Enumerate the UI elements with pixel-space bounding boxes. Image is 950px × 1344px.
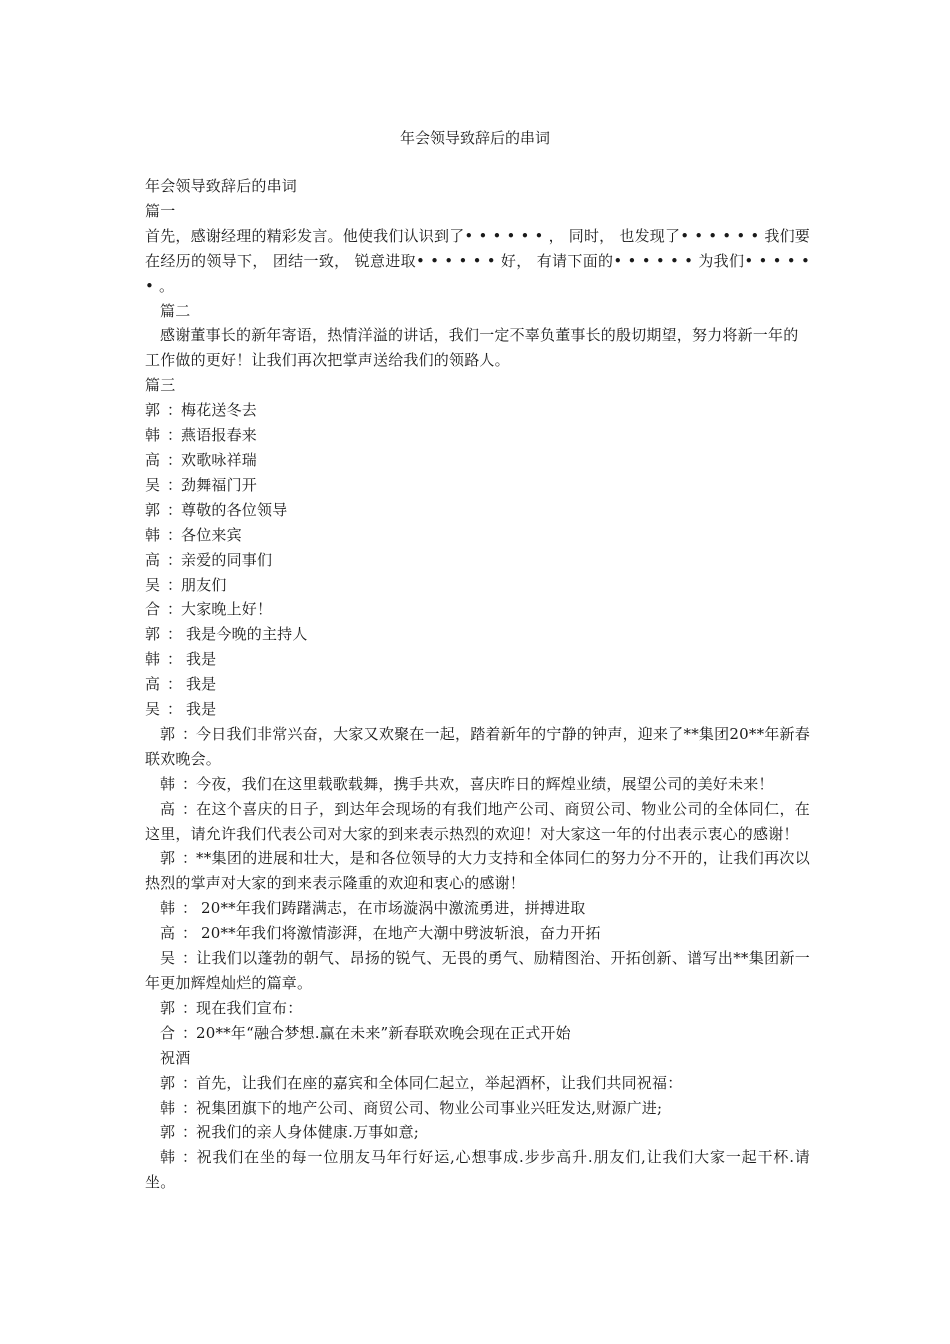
speaker-name: 郭 [160,849,176,868]
document-title: 年会领导致辞后的串词 [399,129,550,147]
part2-label: 篇二 [160,301,191,320]
dialog-text: 梅花送冬去 [181,401,258,420]
speaker-name: 吴 [145,700,161,719]
dialog-line [145,647,810,672]
speaker-separator: ： [167,600,183,619]
speaker-separator: ： [167,625,183,644]
speaker-separator: ： [167,500,183,519]
dialog-line [145,772,810,797]
dialog-text: 20**年我们踌躇满志，在市场漩涡中激流勇进，拼搏进取 [196,899,586,918]
dialog-text: 燕语报春来 [181,426,258,445]
speaker-separator: ： [167,700,183,719]
dialog-block-main [145,722,810,1046]
dialog-line [145,896,810,921]
dialog-line [145,423,810,448]
speaker-separator: ： [182,1073,198,1092]
dialog-text: 朋友们 [181,575,227,594]
speaker-name: 韩 [160,774,176,793]
dialog-text: 20**年“融合梦想.赢在未来”新春联欢晚会现在正式开始 [196,1023,571,1042]
dialog-text: 让我们以蓬勃的朝气、昂扬的锐气、无畏的勇气、励精图治、开拓创新、谱写出**集团新一年更加辉煌灿烂的篇章。 [145,949,810,992]
speaker-name: 高 [160,924,176,943]
dialog-line [145,573,810,598]
speaker-name: 吴 [160,949,176,968]
dialog-line [145,996,810,1021]
dialog-line [145,846,810,896]
speaker-name: 郭 [160,998,176,1017]
dialog-line [145,448,810,473]
speaker-name: 郭 [160,724,176,743]
part3-label: 篇三 [145,376,176,395]
toast-label: 祝酒 [160,1048,191,1067]
speaker-separator: ： [182,1123,198,1142]
speaker-separator: ： [167,450,183,469]
speaker-separator: ： [182,1148,198,1167]
dialog-line [145,697,810,722]
dialog-block-toast [145,1071,810,1196]
dialog-text: 尊敬的各位领导 [181,500,288,519]
dialog-text: 现在我们宣布： [196,998,303,1017]
dialog-line [145,1096,810,1121]
dialog-text: 20**年我们将激情澎湃，在地产大潮中劈波斩浪，奋力开拓 [196,924,601,943]
dialog-text: 我是 [181,650,217,669]
dialog-text: 祝集团旗下的地产公司、商贸公司、物业公司事业兴旺发达,财源广进; [196,1098,663,1117]
dialog-line [145,946,810,996]
document-body [145,174,810,1195]
speaker-name: 郭 [160,1073,176,1092]
dialog-text: 在这个喜庆的日子，到达年会现场的有我们地产公司、商贸公司、物业公司的全体同仁，在这里，请允许我们代表公司对大家的到来表示热烈的欢迎！对大家这一年的付出表示衷心的感谢！ [145,799,810,843]
dialog-text: 今夜，我们在这里载歌载舞，携手共欢，喜庆昨日的辉煌业绩，展望公司的美好未来！ [196,774,774,793]
dialog-text: 劲舞福门开 [181,475,258,494]
speaker-name: 高 [145,450,161,469]
speaker-separator: ： [167,675,183,694]
dialog-text: 我是 [181,675,217,694]
speaker-name: 韩 [160,1148,176,1167]
part1-label: 篇一 [145,201,176,220]
dialog-line [145,622,810,647]
dialog-line [145,523,810,548]
speaker-separator: ： [182,998,198,1017]
dialog-line [145,548,810,573]
speaker-name: 韩 [145,426,161,445]
dialog-line [145,1071,810,1096]
dialog-line [145,1021,810,1046]
speaker-separator: ： [182,1098,198,1117]
speaker-name: 合 [145,600,161,619]
part1-paragraph: 首先，感谢经理的精彩发言。他使我们认识到了• • • • • • ， 同时， 也发现了• • • • • • 我们要在经历的领导下， 团结一致， 锐意进取• • • • • • 好， 有请下面的• • • • • • 为我们• • • • • • 。 [145,226,810,295]
speaker-name: 吴 [145,575,161,594]
dialog-text: 各位来宾 [181,525,242,544]
speaker-name: 郭 [145,500,161,519]
speaker-separator: ： [167,426,183,445]
speaker-name: 韩 [160,899,176,918]
dialog-list [145,398,810,722]
dialog-line [145,722,810,772]
speaker-separator: ： [182,799,198,818]
speaker-separator: ： [182,774,198,793]
speaker-separator: ： [167,575,183,594]
dialog-line [145,1120,810,1145]
dialog-text: 我是 [181,700,217,719]
dialog-line [145,597,810,622]
section-heading: 年会领导致辞后的串词 [145,177,298,195]
speaker-separator: ： [167,401,183,420]
speaker-name: 吴 [145,475,161,494]
dialog-line [145,921,810,946]
speaker-name: 郭 [145,401,161,420]
speaker-separator: ： [182,849,198,868]
dialog-line [145,398,810,423]
speaker-name: 高 [160,799,176,818]
dialog-text: 今日我们非常兴奋，大家又欢聚在一起，踏着新年的宁静的钟声，迎来了**集团20**年新春联欢晚会。 [145,724,810,768]
speaker-separator: ： [182,1023,198,1042]
part2-paragraph [145,323,810,373]
dialog-text: 首先，让我们在座的嘉宾和全体同仁起立，举起酒杯，让我们共同祝福： [196,1073,683,1092]
dialog-text: 我是今晚的主持人 [181,625,308,644]
speaker-separator: ： [167,475,183,494]
dialog-text: 祝我们在坐的每一位朋友马年行好运,心想事成.步步高升.朋友们,让我们大家一起干杯.请坐。 [145,1148,810,1192]
speaker-name: 高 [145,675,161,694]
speaker-separator: ： [182,924,198,943]
dialog-line [145,498,810,523]
speaker-name: 韩 [160,1098,176,1117]
speaker-separator: ： [182,899,198,918]
speaker-separator: ： [182,949,198,968]
speaker-name: 韩 [145,525,161,544]
speaker-separator: ： [167,525,183,544]
speaker-separator: ： [167,550,183,569]
dialog-line [145,672,810,697]
speaker-name: 郭 [145,625,161,644]
dialog-text: 欢歌咏祥瑞 [181,450,258,469]
dialog-text: 亲爱的同事们 [181,550,273,569]
speaker-name: 合 [160,1023,176,1042]
dialog-text: 大家晚上好！ [181,600,273,619]
speaker-name: 郭 [160,1123,176,1142]
speaker-separator: ： [182,724,198,743]
speaker-separator: ： [167,650,183,669]
dialog-line [145,797,810,847]
speaker-name: 韩 [145,650,161,669]
speaker-name: 高 [145,550,161,569]
part2-text: 感谢董事长的新年寄语，热情洋溢的讲话，我们一定不辜负董事长的殷切期望，努力将新一年的工作做的更好！让我们再次把掌声送给我们的领路人。 [145,326,799,370]
dialog-line [145,473,810,498]
dialog-text: **集团的进展和壮大，是和各位领导的大力支持和全体同仁的努力分不开的，让我们再次以热烈的掌声对大家的到来表示隆重的欢迎和衷心的感谢！ [145,849,810,893]
dialog-text: 祝我们的亲人身体健康.万事如意; [196,1123,420,1142]
dialog-line [145,1145,810,1195]
